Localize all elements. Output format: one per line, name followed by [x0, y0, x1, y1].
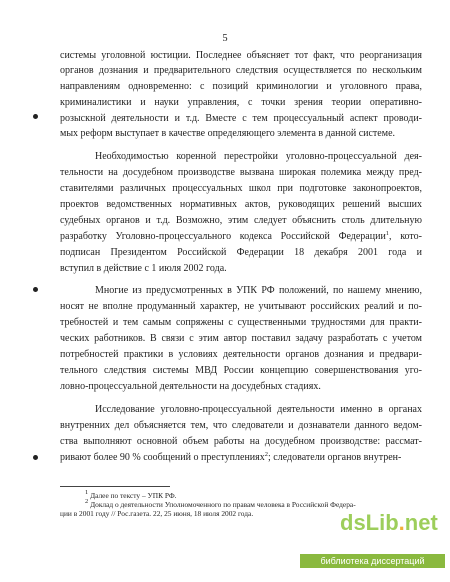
text-line: подписан Президентом Российской Федерации 18 декабря 2001 года и [60, 247, 422, 258]
footnote-text: Далее по тексту – УПК РФ. [88, 491, 177, 500]
page-number: 5 [222, 33, 228, 44]
text-line: органов дознания и предварительного следствия осуществляется по нескольким [60, 65, 422, 76]
text-line: носят не вполне продуманный характер, не учитывают российских реалий и по- [60, 301, 422, 312]
text-line: Исследование уголовно-процессуальной деятельности именно в органах [95, 404, 422, 415]
text-line: требностей и тем самым сопряжены с существенными трудностями для практи- [60, 317, 422, 328]
binder-hole-icon [33, 455, 38, 460]
text-line: вступил в действие с 1 июля 2002 года. [60, 263, 227, 274]
watermark-tagline: библиотека диссертаций [300, 554, 445, 568]
text-line: розыскной деятельности и т.д. Вместе с тем процессуальный аспект проводи- [60, 113, 422, 124]
text-line [60, 230, 422, 243]
text-line: Многие из предусмотренных в УПК РФ положений, по нашему мнению, [95, 285, 422, 296]
text-line: потребностей практики в условиях деятельности органов дознания и предвари- [60, 349, 422, 360]
footnote-ref[interactable]: 2 [264, 451, 269, 458]
text-line: тельного следствия системы МВД России концепцию совершенствования уго- [60, 365, 422, 376]
watermark-tld: net [404, 510, 438, 535]
watermark-dot: . [398, 510, 405, 535]
footnote-text: Доклад о деятельности Уполномоченного по правам человека в Российской Федера- [88, 500, 356, 509]
text-line: ловно-процессуальной деятельности на досудебных стадиях. [60, 381, 321, 392]
binder-hole-icon [33, 287, 38, 292]
text-line: криминалистики и науки управления, с точки зрения теории оперативно- [60, 97, 422, 108]
text-line: направлениям одновременно: с позиций криминологии и уголовного права, [60, 81, 422, 92]
text-span: ; следователи органов внутрен- [268, 452, 402, 463]
text-span: разработку Уголовно-процессуального кодекса Российской Федерации [60, 231, 386, 242]
text-span: ривают более 90 % сообщений о преступлениях [60, 452, 265, 463]
text-line: проектов ведомственных нормативных актов, руководящих решений высших [60, 199, 422, 210]
footnote-ref[interactable]: 1 [385, 230, 390, 237]
footnote-mark: 2 [85, 498, 89, 505]
watermark-brand: dsLib [340, 510, 399, 535]
text-line: внутренних дел объясняется тем, что следователи и дознаватели данного ведом- [60, 420, 422, 431]
footnote-separator [60, 486, 170, 487]
text-line: системы уголовной юстиции. Последнее объясняет тот факт, что реорганизация [60, 50, 422, 61]
text-line: тельности на досудебном производстве вызвана широкая полемика между пред- [60, 167, 422, 178]
text-line: ставителями различных процессуальных школ при подготовке законопроектов, [60, 183, 422, 194]
footnote [60, 500, 422, 509]
text-line: мых реформ выступает в качестве определяющего элемента в данной системе. [60, 128, 396, 139]
watermark-logo [340, 510, 438, 536]
binder-hole-icon [33, 114, 38, 119]
footnote [60, 491, 422, 500]
text-line: судебных органов и т.д. Возможно, этим следует объяснить столь длительную [60, 215, 422, 226]
text-line: Необходимостью коренной перестройки уголовно-процессуальной дея- [95, 151, 422, 162]
text-line: ческих работников. В связи с этим автор поставил задачу разработать с учетом [60, 333, 422, 344]
text-line: ства выполняют основной объем работы на досудебном производстве: рассмат- [60, 436, 422, 447]
footnote-mark: 1 [85, 489, 89, 496]
text-line [60, 451, 422, 464]
text-span: , кото- [389, 231, 422, 242]
footnote-text: ции в 2001 году // Рос.газета. 22, 25 июня, 18 июля 2002 года. [60, 509, 254, 518]
